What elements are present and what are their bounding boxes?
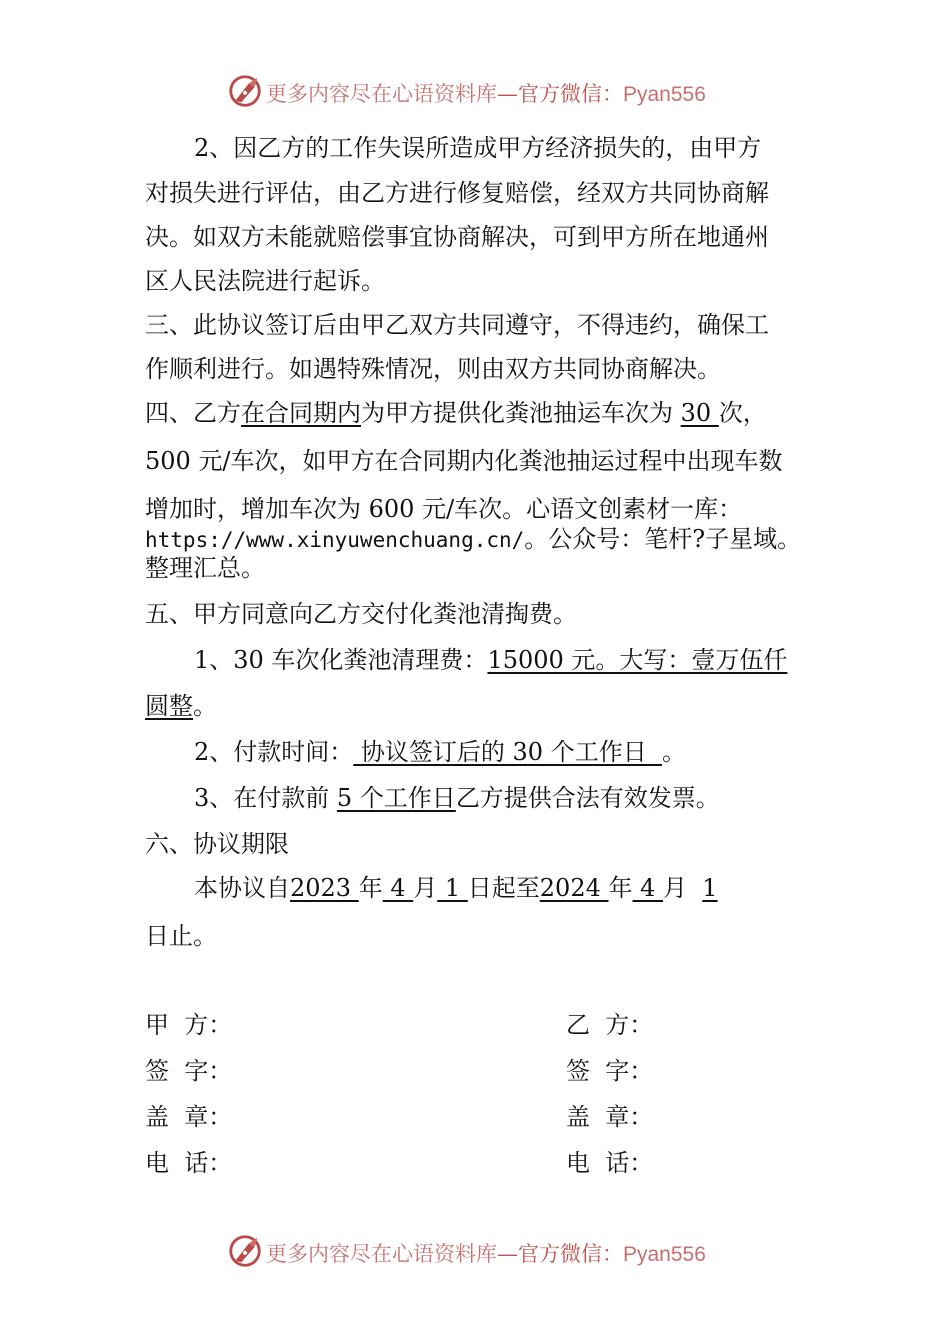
section-4-line [145,524,801,555]
fee-amount-field: 15000 元。大写：壹万伍仟 [487,646,788,674]
start-year-field: 2023 [290,874,359,902]
text-run: 。公众号：笔杆?子星域。 [524,525,802,553]
watermark-contact-id: Pyan556 [623,1243,706,1266]
section-5-item-1 [194,645,787,675]
watermark-dash: — [497,82,518,106]
text-run: 日起至 [467,874,540,902]
party-b-sign-label: 签 字： [566,1057,654,1085]
pen-nib-logo-icon [226,1232,264,1270]
paragraph-line: 区人民法院进行起诉。 [145,267,385,295]
text-run: 乙方提供合法有效发票。 [455,784,720,812]
text-run: 本协议自 [194,874,290,902]
section-4-line: 500 元/车次，如甲方在合同期内化粪池抽运过程中出现车数 [145,447,783,475]
watermark-brand: 更多内容尽在心语资料库 [266,1242,497,1266]
text-run: 年 [608,874,633,902]
section-4-line: 增加时，增加车次为 600 元/车次。心语文创素材一库： [145,495,743,523]
watermark-contact-label: 官方微信： [518,1242,623,1266]
paragraph-line: 2、因乙方的工作失误所造成甲方经济损失的，由甲方 [194,134,762,162]
party-a-phone-label: 电 话： [145,1149,233,1177]
section-5-item-1-cont [145,691,217,721]
watermark-contact-label: 官方微信： [518,82,623,106]
fee-amount-field-cont: 圆整 [145,692,193,720]
watermark-header-bottom [0,1230,950,1274]
section-3-line: 三、此协议签订后由甲乙双方共同遵守，不得违约，确保工 [145,311,769,339]
text-run: 四、乙方 [145,399,241,427]
watermark-text [266,78,706,108]
end-year-field: 2024 [539,874,609,902]
party-b-label: 乙 方： [566,1011,654,1039]
end-day-field: 1 [702,874,718,902]
text-run: 月 [413,874,438,902]
watermark-dash: — [497,1242,518,1266]
paragraph-line: 对损失进行评估，由乙方进行修复赔偿，经双方共同协商解 [145,179,769,207]
url-text: https://www.xinyuwenchuang.cn/ [145,528,525,552]
agreement-term-end: 日止。 [145,922,217,950]
party-b-phone-label: 电 话： [566,1149,654,1177]
start-month-field: 4 [382,874,414,902]
text-run: 。 [661,738,686,766]
watermark-text [266,1238,706,1268]
underlined-term: 在合同期内 [241,399,361,427]
section-5-title: 五、甲方同意向乙方交付化粪池清掏费。 [145,600,577,628]
party-a-label: 甲 方： [145,1011,233,1039]
party-b-seal-label: 盖 章： [566,1103,654,1131]
text-run: 2、付款时间： [194,738,354,766]
party-a-seal-label: 盖 章： [145,1103,233,1131]
text-run: 年 [358,874,383,902]
invoice-days-field: 5 个工作日 [336,784,456,812]
section-3-line: 作顺利进行。如遇特殊情况，则由双方共同协商解决。 [145,355,721,383]
start-day-field: 1 [437,874,468,902]
agreement-term-line [194,873,718,903]
end-month-field: 4 [632,874,664,902]
trip-count-field: 30 [680,399,719,427]
text-run: 月 [663,874,703,902]
watermark-header-top [0,70,950,114]
text-run: 3、在付款前 [194,784,337,812]
text-run: 1、30 车次化粪池清理费： [194,646,488,674]
party-a-sign-label: 签 字： [145,1057,233,1085]
section-5-item-3 [194,783,720,813]
section-4-line [145,398,767,428]
payment-time-field: 协议签订后的 30 个工作日 [353,738,662,766]
text-run: 次， [718,399,767,427]
pen-nib-logo-icon [226,72,264,110]
text-run: 。 [193,692,217,720]
paragraph-line: 决。如双方未能就赔偿事宜协商解决，可到甲方所在地通州 [145,223,769,251]
watermark-brand: 更多内容尽在心语资料库 [266,82,497,106]
section-4-line: 整理汇总。 [145,554,265,582]
watermark-contact-id: Pyan556 [623,83,706,106]
section-5-item-2 [194,737,686,767]
text-run: 为甲方提供化粪池抽运车次为 [361,399,681,427]
section-6-title: 六、协议期限 [145,830,289,858]
